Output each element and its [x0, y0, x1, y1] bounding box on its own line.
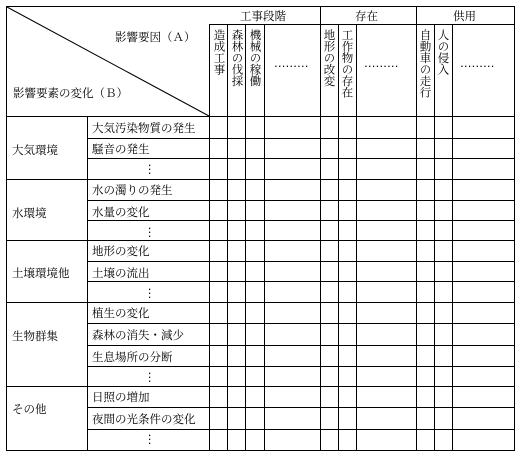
column-header-terrain-modification: 地形の改変: [322, 29, 337, 87]
column-header-human-intrusion: 人の侵入: [436, 29, 451, 75]
group-separator-line: [6, 240, 515, 241]
grid-column-line: [452, 24, 453, 451]
row-separator-line: [87, 220, 515, 221]
group-label-biological-community: 生物群集: [12, 329, 58, 343]
row-ellipsis-other: ⋮: [144, 432, 156, 446]
column-header-structure-presence: 工作物の存在: [340, 29, 355, 98]
row-label-vegetation-change: 植生の変化: [92, 306, 150, 320]
row-ellipsis-biological: ⋮: [144, 370, 156, 384]
group-label-air-environment: 大気環境: [12, 143, 58, 157]
phase-construction-label: 工事段階: [240, 9, 286, 23]
row-ellipsis-soil: ⋮: [144, 286, 156, 300]
group-separator-line: [6, 302, 515, 303]
row-label-forest-loss: 森林の消失・減少: [92, 328, 184, 342]
group-label-other: その他: [12, 402, 47, 416]
row-separator-line: [87, 323, 515, 324]
phase-divider-line: [320, 6, 321, 451]
row-separator-line: [87, 158, 515, 159]
phase-existence-label: 存在: [355, 9, 378, 23]
row-separator-line: [87, 138, 515, 139]
row-label-night-light-change: 夜間の光条件の変化: [92, 412, 196, 426]
row-separator-line: [87, 200, 515, 201]
column-header-machine-operation: 機械の稼働: [248, 29, 263, 87]
row-label-soil-runoff: 土壌の流出: [92, 266, 150, 280]
row-separator-line: [87, 281, 515, 282]
group-separator-line: [6, 179, 515, 180]
group-label-soil-environment: 土壌環境他: [12, 266, 70, 280]
row-separator-line: [87, 429, 515, 430]
column-ellipsis-existence: ………: [364, 56, 399, 70]
item-column-line: [87, 116, 88, 451]
factor-axis-label: 影響要因（Ａ）: [115, 30, 196, 44]
group-separator-line: [6, 386, 515, 387]
row-label-water-volume-change: 水量の変化: [92, 205, 150, 219]
column-ellipsis-operation: ………: [460, 56, 495, 70]
row-separator-line: [87, 345, 515, 346]
grid-column-line: [264, 24, 265, 451]
phase-operation-label: 供用: [453, 9, 476, 23]
column-header-forest-felling: 森林の伐採: [230, 29, 245, 87]
row-label-water-turbidity: 水の濁りの発生: [92, 183, 173, 197]
row-label-sunlight-increase: 日照の増加: [92, 390, 150, 404]
column-ellipsis-construction: ………: [274, 56, 309, 70]
grid-column-line: [245, 24, 246, 451]
phase-divider-line: [416, 6, 417, 451]
row-ellipsis-water: ⋮: [144, 225, 156, 239]
row-ellipsis-air: ⋮: [144, 162, 156, 176]
change-axis-label: 影響要素の変化（Ｂ）: [13, 86, 128, 100]
column-header-land-development: 造成工事: [212, 29, 227, 75]
row-label-air-pollutant-emission: 大気汚染物質の発生: [92, 121, 196, 135]
grid-column-line: [209, 24, 210, 451]
grid-column-line: [338, 24, 339, 451]
grid-column-line: [434, 24, 435, 451]
row-label-terrain-change: 地形の変化: [92, 244, 150, 258]
row-separator-line: [87, 407, 515, 408]
row-separator-line: [87, 261, 515, 262]
grid-column-line: [227, 24, 228, 451]
column-header-vehicle-traffic: 自動車の走行: [418, 29, 433, 98]
row-label-habitat-fragmentation: 生息場所の分断: [92, 350, 173, 364]
group-label-water-environment: 水環境: [12, 206, 47, 220]
row-separator-line: [87, 366, 515, 367]
grid-column-line: [356, 24, 357, 451]
row-label-noise-generation: 騒音の発生: [92, 142, 150, 156]
